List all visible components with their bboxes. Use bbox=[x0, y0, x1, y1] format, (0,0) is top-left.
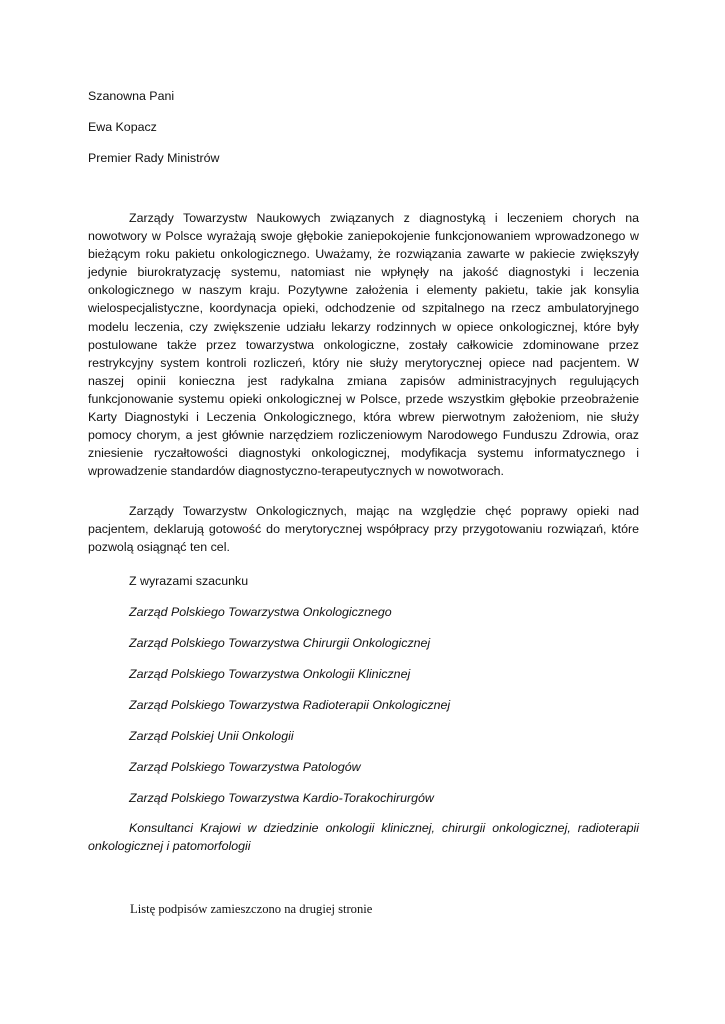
body-paragraph-2: Zarządy Towarzystw Onkologicznych, mając na względzie chęć poprawy opieki nad pacjentem, deklarują gotowość do merytorycznej współpracy przy przygotowaniu rozwiązań, które pozwolą osiągnąć ten cel. bbox=[88, 504, 639, 555]
recipient-title: Premier Rady Ministrów bbox=[88, 151, 220, 165]
body-paragraph-1: Zarządy Towarzystw Naukowych związanych z diagnostyką i leczeniem chorych na nowotwory w Polsce wyrażają swoje głębokie zaniepokojenie funkcjonowaniem wprowadzonego w bieżącym roku pakietu onkologicznego. Uważamy, że rozwiązania zawarte w pakiecie zwiększyły jedynie biurokratyzację systemu, natomiast nie wpłynęły na jakość diagnostyki i leczenia onkologicznego w naszym kraju. Pozytywne założenia i elementy pakietu, takie jak konsylia wielospecjalistyczne, koordynacja opieki, odchodzenie od szpitalnego na rzecz ambulatoryjnego modelu leczenia, czy zwiększenie udziału lekarzy rodzinnych w opiece onkologicznej, które były postulowane także przez towarzystwa onkologiczne, zostały całkowicie zdominowane przez restrykcyjny system kontroli rozliczeń, który nie służy merytorycznej opiece nad pacjentem. W naszej opinii konieczna jest radykalna zmiana zapisów administracyjnych regulujących funkcjonowanie systemu opieki onkologicznej w Polsce, przede wszystkim głębokie przeobrażenie Karty Diagnostyki i Leczenia Onkologicznego, która wbrew pierwotnym założeniom, nie służy pomocy chorym, a jest głównie narzędziem rozliczeniowym Narodowego Funduszu Zdrowia, oraz zniesienie ryczałtowości diagnostyki onkologicznej, modyfikacja systemu informatycznego i wprowadzenie standardów diagnostyczno-terapeutycznych w nowotworach. bbox=[88, 211, 639, 479]
recipient-name: Ewa Kopacz bbox=[88, 120, 157, 134]
signatory-4: Zarząd Polskiego Towarzystwa Radioterapii Onkologicznej bbox=[129, 698, 451, 712]
signatory-3: Zarząd Polskiego Towarzystwa Onkologii Klinicznej bbox=[129, 667, 411, 681]
signatory-2: Zarząd Polskiego Towarzystwa Chirurgii Onkologicznej bbox=[129, 636, 431, 650]
signatory-6: Zarząd Polskiego Towarzystwa Patologów bbox=[129, 760, 361, 774]
closing-line: Z wyrazami szacunku bbox=[129, 574, 249, 588]
consultants-line: Konsultanci Krajowi w dziedzinie onkologii klinicznej, chirurgii onkologicznej, radioterapii onkologicznej i patomorfologii bbox=[88, 821, 639, 854]
salutation-line: Szanowna Pani bbox=[88, 89, 175, 103]
signatory-7: Zarząd Polskiego Towarzystwa Kardio-Torakochirurgów bbox=[129, 791, 434, 805]
signatory-5: Zarząd Polskiej Unii Onkologii bbox=[129, 729, 294, 743]
signatory-1: Zarząd Polskiego Towarzystwa Onkologicznego bbox=[129, 605, 392, 619]
footnote: Listę podpisów zamieszczono na drugiej stronie bbox=[130, 902, 373, 916]
